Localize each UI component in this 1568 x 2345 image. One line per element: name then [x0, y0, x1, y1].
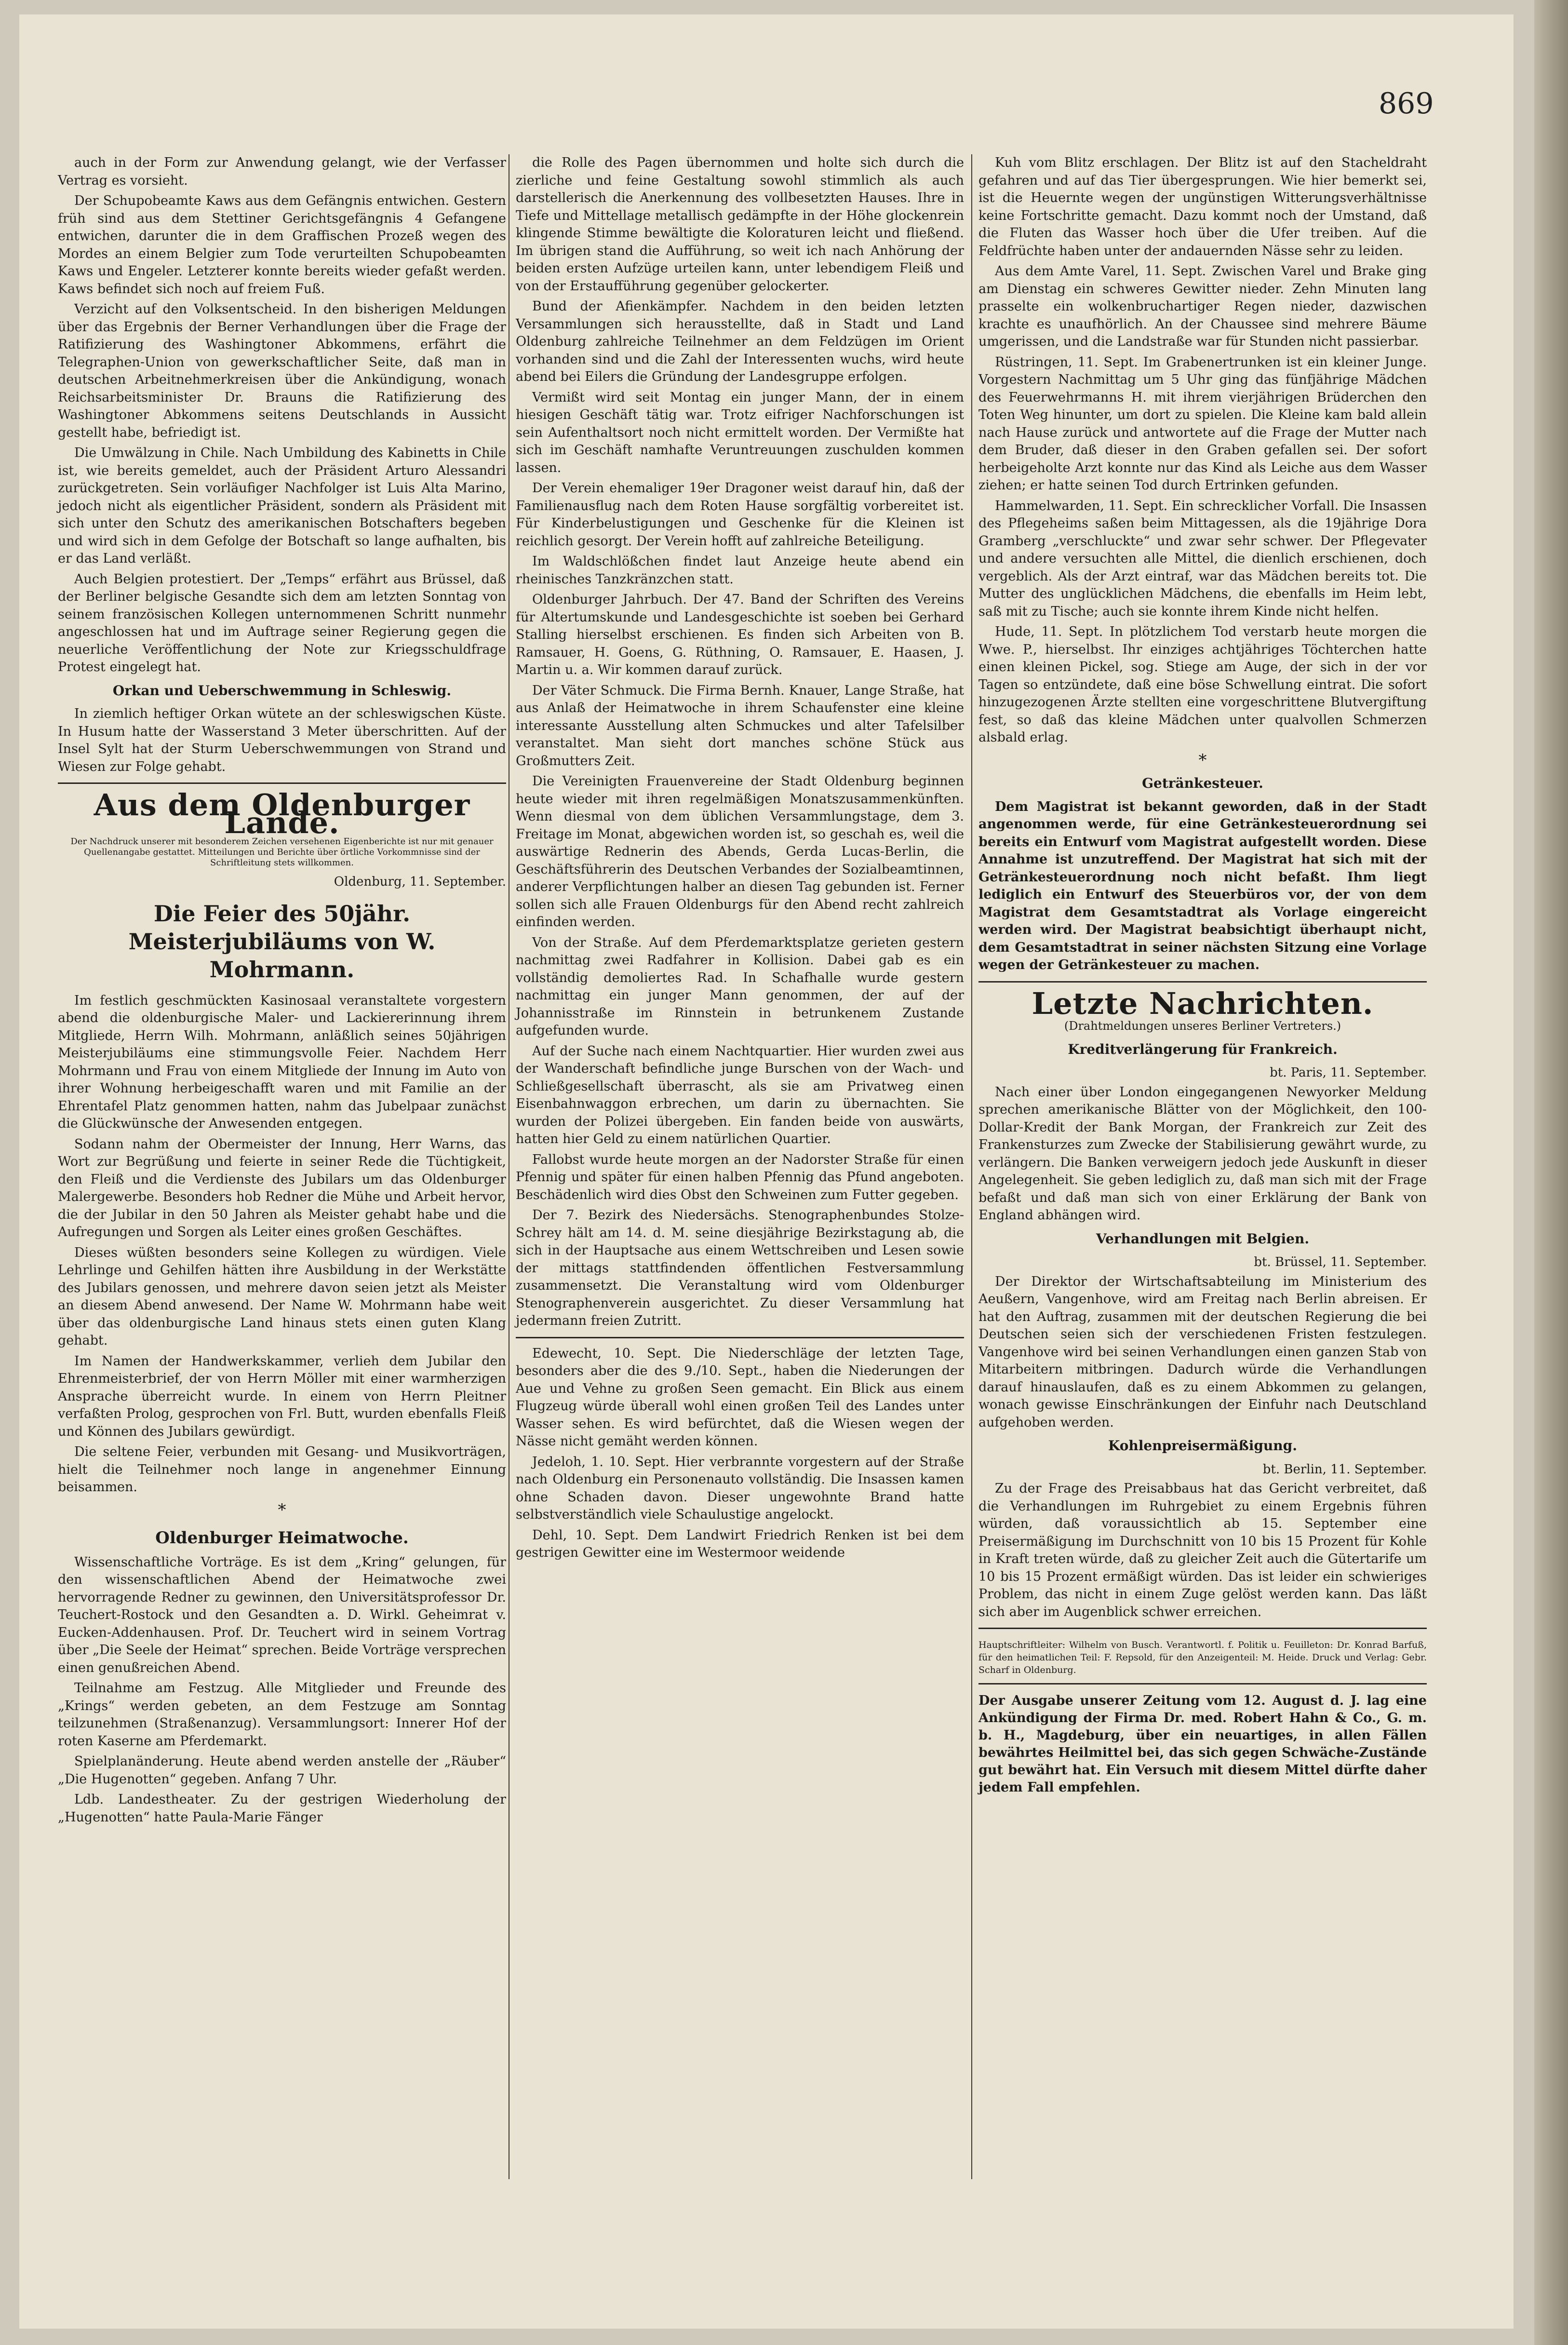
drink-tax-heading: Getränkesteuer.	[1142, 775, 1263, 791]
jubilee-heading: Die Feier des 50jähr. Meisterjubiläums von W. Mohrmann.	[128, 900, 436, 983]
article-paragraph: Hammelwarden, 11. Sept. Ein schrecklicher Vorfall. Die Insassen des Pflegeheims saßen beim Mittagessen, als die 19jährige Dora Gramberg „verschluckte“ und zwar sehr schwer. Der Pflegevater und andere versuchten alle Mittel, die dienlich erschienen, doch vergeblich. Als der Arzt eintraf, war das Mädchen bereits tot. Die Mutter des unglücklichen Mädchens, die ebenfalls im Heim lebt, saß mit zu Tische; auch sie konnte ihrem Kinde nicht helfen.	[978, 498, 1427, 619]
article-paragraph: auch in der Form zur Anwendung gelangt, wie der Verfasser Vertrag es vorsieht.	[58, 155, 506, 188]
article-paragraph: Edewecht, 10. Sept. Die Niederschläge der letzten Tage, besonders aber die des 9./10. Sept., haben die Niederungen der Aue und Vehne zu großen Seen gemacht. Ein Blick aus einem Flugzeug würde überall wohl einen großen Teil des Landes unter Wasser sehen. Es wird befürchtet, daß die Wiesen wegen der Nässe nicht gemäht werden können.	[516, 1346, 964, 1449]
section-rule	[516, 1337, 964, 1338]
article-paragraph: Auch Belgien protestiert. Der „Temps“ erfährt aus Brüssel, daß der Berliner belgische Gesandte sich dem am letzten Sonntag von seinem französischen Kollegen unternommenen Schritt nunmehr angeschlossen hat und im Auftrage seiner Regierung gegen die neuerliche Veröffentlichung der Note zur Kriegsschuldfrage Protest eingelegt hat.	[58, 571, 506, 674]
section-rule	[978, 981, 1427, 983]
article-paragraph: Von der Straße. Auf dem Pferdemarktsplatze gerieten gestern nachmittag zwei Radfahrer in Kollision. Dabei gab es ein vollständig demoliertes Rad. In Schafhalle wurde gestern nachmittag ein junger Mann genommen, der auf der Johannisstraße im Rinnstein in betrunkenem Zustande aufgefunden wurde.	[516, 935, 964, 1038]
column-1	[58, 154, 506, 1829]
section-notice: Der Nachdruck unserer mit besonderem Zeichen versehenen Eigenberichte ist nur mit genauer Quellenangabe gestattet. Mitteilungen und Berichte über örtliche Vorkommnisse sind der Schriftleitung stets willkommen.	[70, 836, 494, 868]
dateline: bt. Paris, 11. September.	[1270, 1065, 1427, 1080]
article-paragraph: Der 7. Bezirk des Niedersächs. Stenographenbundes Stolze-Schrey hält am 14. d. M. seine diesjährige Bezirkstagung ab, die sich in der Hauptsache aus einem Wettschreiben und Lesen sowie der mittags stattfindenden öffentlichen Festversammlung zusammensetzt. Die Veranstaltung wird vom Oldenburger Stenographenverein ausgerichtet. Zu dieser Versammlung hat jedermann freien Zutritt.	[516, 1208, 964, 1328]
article-paragraph: Dem Magistrat ist bekannt geworden, daß in der Stadt angenommen werde, für eine Getränkesteuerordnung sei bereits ein Entwurf vom Magistrat aufgestellt worden. Diese Annahme ist unzutreffend. Der Magistrat hat sich mit der Getränkesteuerordnung noch nicht befaßt. Ihm liegt lediglich ein Entwurf des Steuerbüros vor, der von dem Magistrat dem Gesamtstadtrat als Vorlage eingereicht werden wird. Der Magistrat beabsichtigt überhaupt nicht, dem Gesamtstadtrat in seiner nächsten Sitzung eine Vorlage wegen der Getränkesteuer zu machen.	[978, 799, 1427, 972]
article-paragraph: Die Vereinigten Frauenvereine der Stadt Oldenburg beginnen heute wieder mit ihren regelmäßigen Monatszusammenkünften. Wenn diesmal von dem üblichen Versammlungstage, dem 3. Freitage im Monat, abgewichen worden ist, so geschah es, weil die auswärtige Rednerin des Abends, Gerda Lucas-Berlin, die Geschäftsführerin des Deutschen Verbandes der Sozialbeamtinnen, anderer Verpflichtungen halber an diesen Tag gebunden ist. Ferner sollen sich alle Frauen Oldenburgs für den Abend recht zahlreich einfinden werden.	[516, 774, 964, 930]
article-paragraph: Der Schupobeamte Kaws aus dem Gefängnis entwichen. Gestern früh sind aus dem Stettiner Gerichtsgefängnis 4 Gefangene entwichen, darunter die in dem Graffischen Prozeß wegen des Mordes an einem Belgier zum Tode verurteilten Schupobeamten Kaws und Engeler. Letzterer konnte bereits wieder gefaßt werden. Kaws befindet sich noch auf freiem Fuß.	[58, 193, 506, 296]
article-paragraph: Im festlich geschmückten Kasinosaal veranstaltete vorgestern abend die oldenburgische Maler- und Lackiererinnung ihrem Mitgliede, Herrn Wilh. Mohrmann, anläßlich seines 50jährigen Meisterjubiläums eine stimmungsvolle Feier. Nachdem Herr Mohrmann und Frau von einem Mitgliede der Innung im Auto von ihrer Wohnung herbeigeschafft waren und mit Familie an der Ehrentafel Platz genommen hatten, nahm das Jubelpaar zunächst die Glückwünsche der Anwesenden entgegen.	[58, 993, 506, 1131]
imprint: Hauptschriftleiter: Wilhelm von Busch. Verantwortl. f. Politik u. Feuilleton: Dr. Konrad Barfuß, für den heimatlichen Teil: F. Repsold, für den Anzeigenteil: M. Heide. Druck und Verlag: Gebr. Scharf in Oldenburg.	[978, 1640, 1427, 1675]
article-paragraph: Fallobst wurde heute morgen an der Nadorster Straße für einen Pfennig und später für einen halben Pfennig das Pfund angeboten. Beschädenlich wird dies Obst den Schweinen zum Futter gegeben.	[516, 1152, 964, 1202]
article-paragraph: Wissenschaftliche Vorträge. Es ist dem „Kring“ gelungen, für den wissenschaftlichen Abend der Heimatwoche zwei hervorragende Redner zu gewinnen, den Universitätsprofessor Dr. Teuchert-Rostock und den Gesandten a. D. Wirkl. Geheimrat v. Eucken-Addenhausen. Prof. Dr. Teuchert wird in seinem Vortrag über „Die Seele der Heimat“ sprechen. Beide Vorträge versprechen einen genußreichen Abend.	[58, 1554, 506, 1675]
section-rule	[978, 1683, 1427, 1685]
article-paragraph: Verzicht auf den Volksentscheid. In den bisherigen Meldungen über das Ergebnis der Berner Verhandlungen über die Frage der Ratifizierung des Washingtoner Abkommens, erfährt die Telegraphen-Union von gewerkschaftlicher Seite, daß man in deutschen Arbeitnehmerkreisen über die Ankündigung, wonach Reichsarbeitsminister Dr. Brauns die Ratifizierung des Washingtoner Abkommens seitens Deutschlands in Aussicht gestellt habe, befriedigt ist.	[58, 302, 506, 440]
article-paragraph: die Rolle des Pagen übernommen und holte sich durch die zierliche und feine Gestaltung sowohl stimmlich als auch darstellerisch die Anerkennung des vollbesetzten Hauses. Ihre in Tiefe und Mittellage metallisch gedämpfte in der Höhe glockenrein klingende Stimme bewältigte die Koloraturen leicht und fließend. Im übrigen stand die Aufführung, so weit ich nach Anhörung der beiden ersten Aufzüge urteilen kann, unter lebendigem Fleiß und von der Erstaufführung gegenüber gelockerter.	[516, 155, 964, 294]
article-paragraph: Die seltene Feier, verbunden mit Gesang- und Musikvorträgen, hielt die Teilnehmer noch lange in angenehmer Einnung beisammen.	[58, 1444, 506, 1495]
coal-heading: Kohlenpreisermäßigung.	[1108, 1438, 1297, 1454]
dateline: Oldenburg, 11. September.	[334, 875, 506, 889]
article-paragraph: Rüstringen, 11. Sept. Im Grabenertrunken ist ein kleiner Junge. Vorgestern Nachmittag um 5 Uhr ging das fünfjährige Mädchen des Feuerwehrmanns H. mit ihrem vierjährigen Brüderchen den Toten Weg hinunter, um dort zu spielen. Die Kleine kam bald allein nach Hause zurück und antwortete auf die Frage der Mutter nach dem Bruder, daß dieser in den Graben gefallen sei. Der sofort herbeigeholte Arzt konnte nur das Kind als Leiche aus dem Wasser ziehen; er hatte seinen Tod durch Ertrinken gefunden.	[978, 354, 1427, 493]
article-paragraph: Ldb. Landestheater. Zu der gestrigen Wiederholung der „Hugenotten“ hatte Paula-Marie Fänger	[58, 1792, 506, 1825]
storm-heading: Orkan und Ueberschwemmung in Schleswig.	[112, 682, 452, 699]
dateline: bt. Brüssel, 11. September.	[1254, 1255, 1427, 1269]
binding-edge	[1534, 0, 1568, 2345]
article-paragraph: Kuh vom Blitz erschlagen. Der Blitz ist auf den Stacheldraht gefahren und auf das Tier übergesprungen. Wie hier bemerkt sei, ist die Heuernte wegen der ungünstigen Witterungsverhältnisse keine Fortschritte gemacht. Dazu kommt noch der Umstand, daß die Fluten das Wasser hoch über die Ufer treiben. Auf die Feldfrüchte haben unter der andauernden Nässe sehr zu leiden.	[978, 155, 1427, 258]
separator-asterisk: *	[1198, 750, 1207, 770]
article-paragraph: Der Väter Schmuck. Die Firma Bernh. Knauer, Lange Straße, hat aus Anlaß der Heimatwoche in ihrem Schaufenster eine kleine interessante Ausstellung alten Schmuckes und alter Tafelsilber veranstaltet. Man sieht dort manches schöne Stück aus Großmutters Zeit.	[516, 683, 964, 768]
article-paragraph: Dieses wüßten besonders seine Kollegen zu würdigen. Viele Lehrlinge und Gehilfen hätten ihre Ausbildung in der Werkstätte des Jubilars genossen, und mehrere davon seien jetzt als Meister an diesem Abend anwesend. Der Name W. Mohrmann habe weit über das oldenburgische Land hinaus stets einen guten Klang gehabt.	[58, 1245, 506, 1348]
section-heading: Aus dem Oldenburger Lande.	[94, 787, 470, 840]
article-paragraph: Zu der Frage des Preisabbaus hat das Gericht verbreitet, daß die Verhandlungen im Ruhrgebiet zu einem Ergebnis führen würden, daß voraussichtlich ab 15. September eine Preisermäßigung im Durchschnitt von 10 bis 15 Prozent für Kohle in Kraft treten würde, daß zu gleicher Zeit auch die Gütertarife um 10 bis 15 Prozent ermäßigt würden. Das ist leider ein schwieriges Problem, das nicht in einem Zuge gelöst werden kann. Das läßt sich aber im Augenblick schwer erreichen.	[978, 1481, 1427, 1619]
article-paragraph: Teilnahme am Festzug. Alle Mitglieder und Freunde des „Krings“ werden gebeten, an dem Festzuge am Sonntag teilzunehmen (Straßenanzug). Versammlungsort: Innerer Hof der roten Kaserne am Pferdemarkt.	[58, 1681, 506, 1749]
column-divider	[971, 154, 972, 2179]
heimat-heading: Oldenburger Heimatwoche.	[155, 1528, 409, 1548]
article-paragraph: Nach einer über London eingegangenen Newyorker Meldung sprechen amerikanische Blätter von der Möglichkeit, den 100-Dollar-Kredit der Bank Morgan, der Frankreich zur Zeit des Frankensturzes zum Zwecke der Stabilisierung gewährt wurde, zu verlängern. Die Banken verweigern jedoch jede Auskunft in dieser Angelegenheit. Sie geben lediglich zu, daß man sich mit der Frage befaßt und daß man sich von einer Erklärung der Bank von England abhängen wird.	[978, 1084, 1427, 1223]
article-paragraph: Hude, 11. Sept. In plötzlichem Tod verstarb heute morgen die Wwe. P., hierselbst. Ihr einziges achtjähriges Töchterchen hatte einen kleinen Pickel, sog. Stiege am Auge, der sich in der vor Tagen so entzündete, daß eine böse Schwellung eintrat. Die sofort hinzugezogenen Ärzte stellten eine vorgeschrittene Blutvergiftung fest, so daß das kleine Mädchen unter qualvollen Schmerzen alsbald erlag.	[978, 624, 1427, 745]
article-paragraph: Im Waldschlößchen findet laut Anzeige heute abend ein rheinisches Tanzkränzchen statt.	[516, 554, 964, 587]
page-number: 869	[1379, 87, 1434, 121]
article-paragraph: Der Verein ehemaliger 19er Dragoner weist darauf hin, daß der Familienausflug nach dem Roten Hause sorgfältig vorbereitet ist. Für Kinderbelustigungen und Geschenke für die Kleinen ist reichlich gesorgt. Der Verein hofft auf zahlreiche Beteiligung.	[516, 481, 964, 549]
supplement-notice: Der Ausgabe unserer Zeitung vom 12. August d. J. lag eine Ankündigung der Firma Dr. med. Robert Hahn & Co., G. m. b. H., Magdeburg, über ein neuartiges, in allen Fällen bewährtes Heilmittel bei, das sich gegen Schwäche-Zustände gut bewährt hat. Ein Versuch mit diesem Mittel dürfte daher jedem Fall empfehlen.	[978, 1693, 1427, 1795]
separator-asterisk: *	[278, 1500, 286, 1520]
section-rule	[58, 782, 506, 784]
article-paragraph: Oldenburger Jahrbuch. Der 47. Band der Schriften des Vereins für Altertumskunde und Landesgeschichte ist soeben bei Gerhard Stalling hierselbst erschienen. Es finden sich Arbeiten von B. Ramsauer, H. Goens, G. Rüthning, O. Ramsauer, E. Haasen, J. Martin u. a. Wir kommen darauf zurück.	[516, 592, 964, 677]
column-3	[978, 154, 1427, 1796]
belgium-heading: Verhandlungen mit Belgien.	[1096, 1230, 1310, 1247]
article-paragraph: Auf der Suche nach einem Nachtquartier. Hier wurden zwei aus der Wanderschaft befindliche junge Burschen von der Wach- und Schließgesellschaft überrascht, als sie am Privatweg einen Eisenbahnwaggon erbrechen, um darin zu übernachten. Sie wurden der Polizei übergeben. Ein fanden beide von auswärts, hatten hier Geld zu einem natürlichen Quartier.	[516, 1043, 964, 1146]
article-paragraph: Vermißt wird seit Montag ein junger Mann, der in einem hiesigen Geschäft tätig war. Trotz eifriger Nachforschungen ist sein Aufenthaltsort noch nicht ermittelt worden. Der Vermißte hat sich im Geschäft namhafte Veruntreuungen zuschulden kommen lassen.	[516, 390, 964, 475]
article-paragraph: Im Namen der Handwerkskammer, verlieh dem Jubilar den Ehrenmeisterbrief, der von Herrn Möller mit einer warmherzigen Ansprache überreicht wurde. In einem von Herrn Pleitner verfaßten Prolog, gesprochen von Frl. Butt, wurden ebenfalls Fleiß und Können des Jubilars gewürdigt.	[58, 1353, 506, 1439]
article-paragraph: Jedeloh, 1. 10. Sept. Hier verbrannte vorgestern auf der Straße nach Oldenburg ein Personenauto vollständig. Die Insassen kamen ohne Schaden davon. Dieser ungewohnte Brand hatte selbstverständlich viele Schaulustige angelockt.	[516, 1454, 964, 1522]
article-paragraph: Sodann nahm der Obermeister der Innung, Herr Warns, das Wort zur Begrüßung und feierte in seiner Rede die Tüchtigkeit, den Fleiß und die Verdienste des Jubilars um das Oldenburger Malergewerbe. Besonders hob Redner die Mühe und Arbeit hervor, die der Jubilar in den 50 Jahren als Meister gehabt habe und die Aufregungen und Sorgen als Leiter eines großen Geschäftes.	[58, 1136, 506, 1240]
article-paragraph: Bund der Afienkämpfer. Nachdem in den beiden letzten Versammlungen sich herausstellte, daß in Stadt und Land Oldenburg zahlreiche Teilnehmer an dem Feldzügen im Orient vorhanden sind und die Zahl der Interessenten wuchs, wird heute abend bei Eilers die Gründung der Landesgruppe erfolgen.	[516, 299, 964, 384]
news-heading: Letzte Nachrichten.	[1032, 985, 1374, 1021]
article-paragraph: In ziemlich heftiger Orkan wütete an der schleswigschen Küste. In Husum hatte der Wasserstand 3 Meter überschritten. Auf der Insel Sylt hat der Sturm Ueberschwemmungen von Strand und Wiesen zur Folge gehabt.	[58, 706, 506, 774]
newspaper-page	[19, 14, 1514, 2329]
article-paragraph: Dehl, 10. Sept. Dem Landwirt Friedrich Renken ist bei dem gestrigen Gewitter eine im Westermoor weidende	[516, 1527, 964, 1560]
credit-heading: Kreditverlängerung für Frankreich.	[1068, 1041, 1338, 1057]
article-paragraph: Der Direktor der Wirtschaftsabteilung im Ministerium des Aeußern, Vangenhove, wird am Freitag nach Berlin abreisen. Er hat den Auftrag, zusammen mit der deutschen Regierung die bei Deutschen seien sich der verschiedenen Fristen festzulegen. Vangenhove wird bei seinen Verhandlungen einen ganzen Stab von Mitarbeitern mitbringen. Dadurch würde die Verhandlungen darauf hinauslaufen, daß es zu einem Abkommen zu gelangen, wonach gewisse Einschränkungen der Einfuhr nach Deutschland aufgehoben werden.	[978, 1274, 1427, 1430]
article-paragraph: Die Umwälzung in Chile. Nach Umbildung des Kabinetts in Chile ist, wie bereits gemeldet, auch der Präsident Arturo Alessandri zurückgetreten. Sein vorläufiger Nachfolger ist Luis Alta Marino, jedoch nicht als eigentlicher Präsident, sondern als Präsident mit sich unter den Schutz des amerikanischen Botschafters begeben und wird sich in dem Gefolge der Botschaft so lange aufhalten, bis er das Land verläßt.	[58, 445, 506, 566]
section-rule	[978, 1628, 1427, 1629]
article-paragraph: Spielplanänderung. Heute abend werden anstelle der „Räuber“ „Die Hugenotten“ gegeben. Anfang 7 Uhr.	[58, 1754, 506, 1787]
news-subtitle: (Drahtmeldungen unseres Berliner Vertreters.)	[1064, 1019, 1341, 1033]
column-2	[516, 154, 964, 1565]
article-paragraph: Aus dem Amte Varel, 11. Sept. Zwischen Varel und Brake ging am Dienstag ein schweres Gewitter nieder. Zehn Minuten lang prasselte ein wolkenbruchartiger Regen nieder, dazwischen krachte es unaufhörlich. An der Chaussee sind mehrere Bäume umgerissen, und die Landstraße war für Stunden nicht passierbar.	[978, 264, 1427, 349]
dateline: bt. Berlin, 11. September.	[1262, 1462, 1427, 1477]
